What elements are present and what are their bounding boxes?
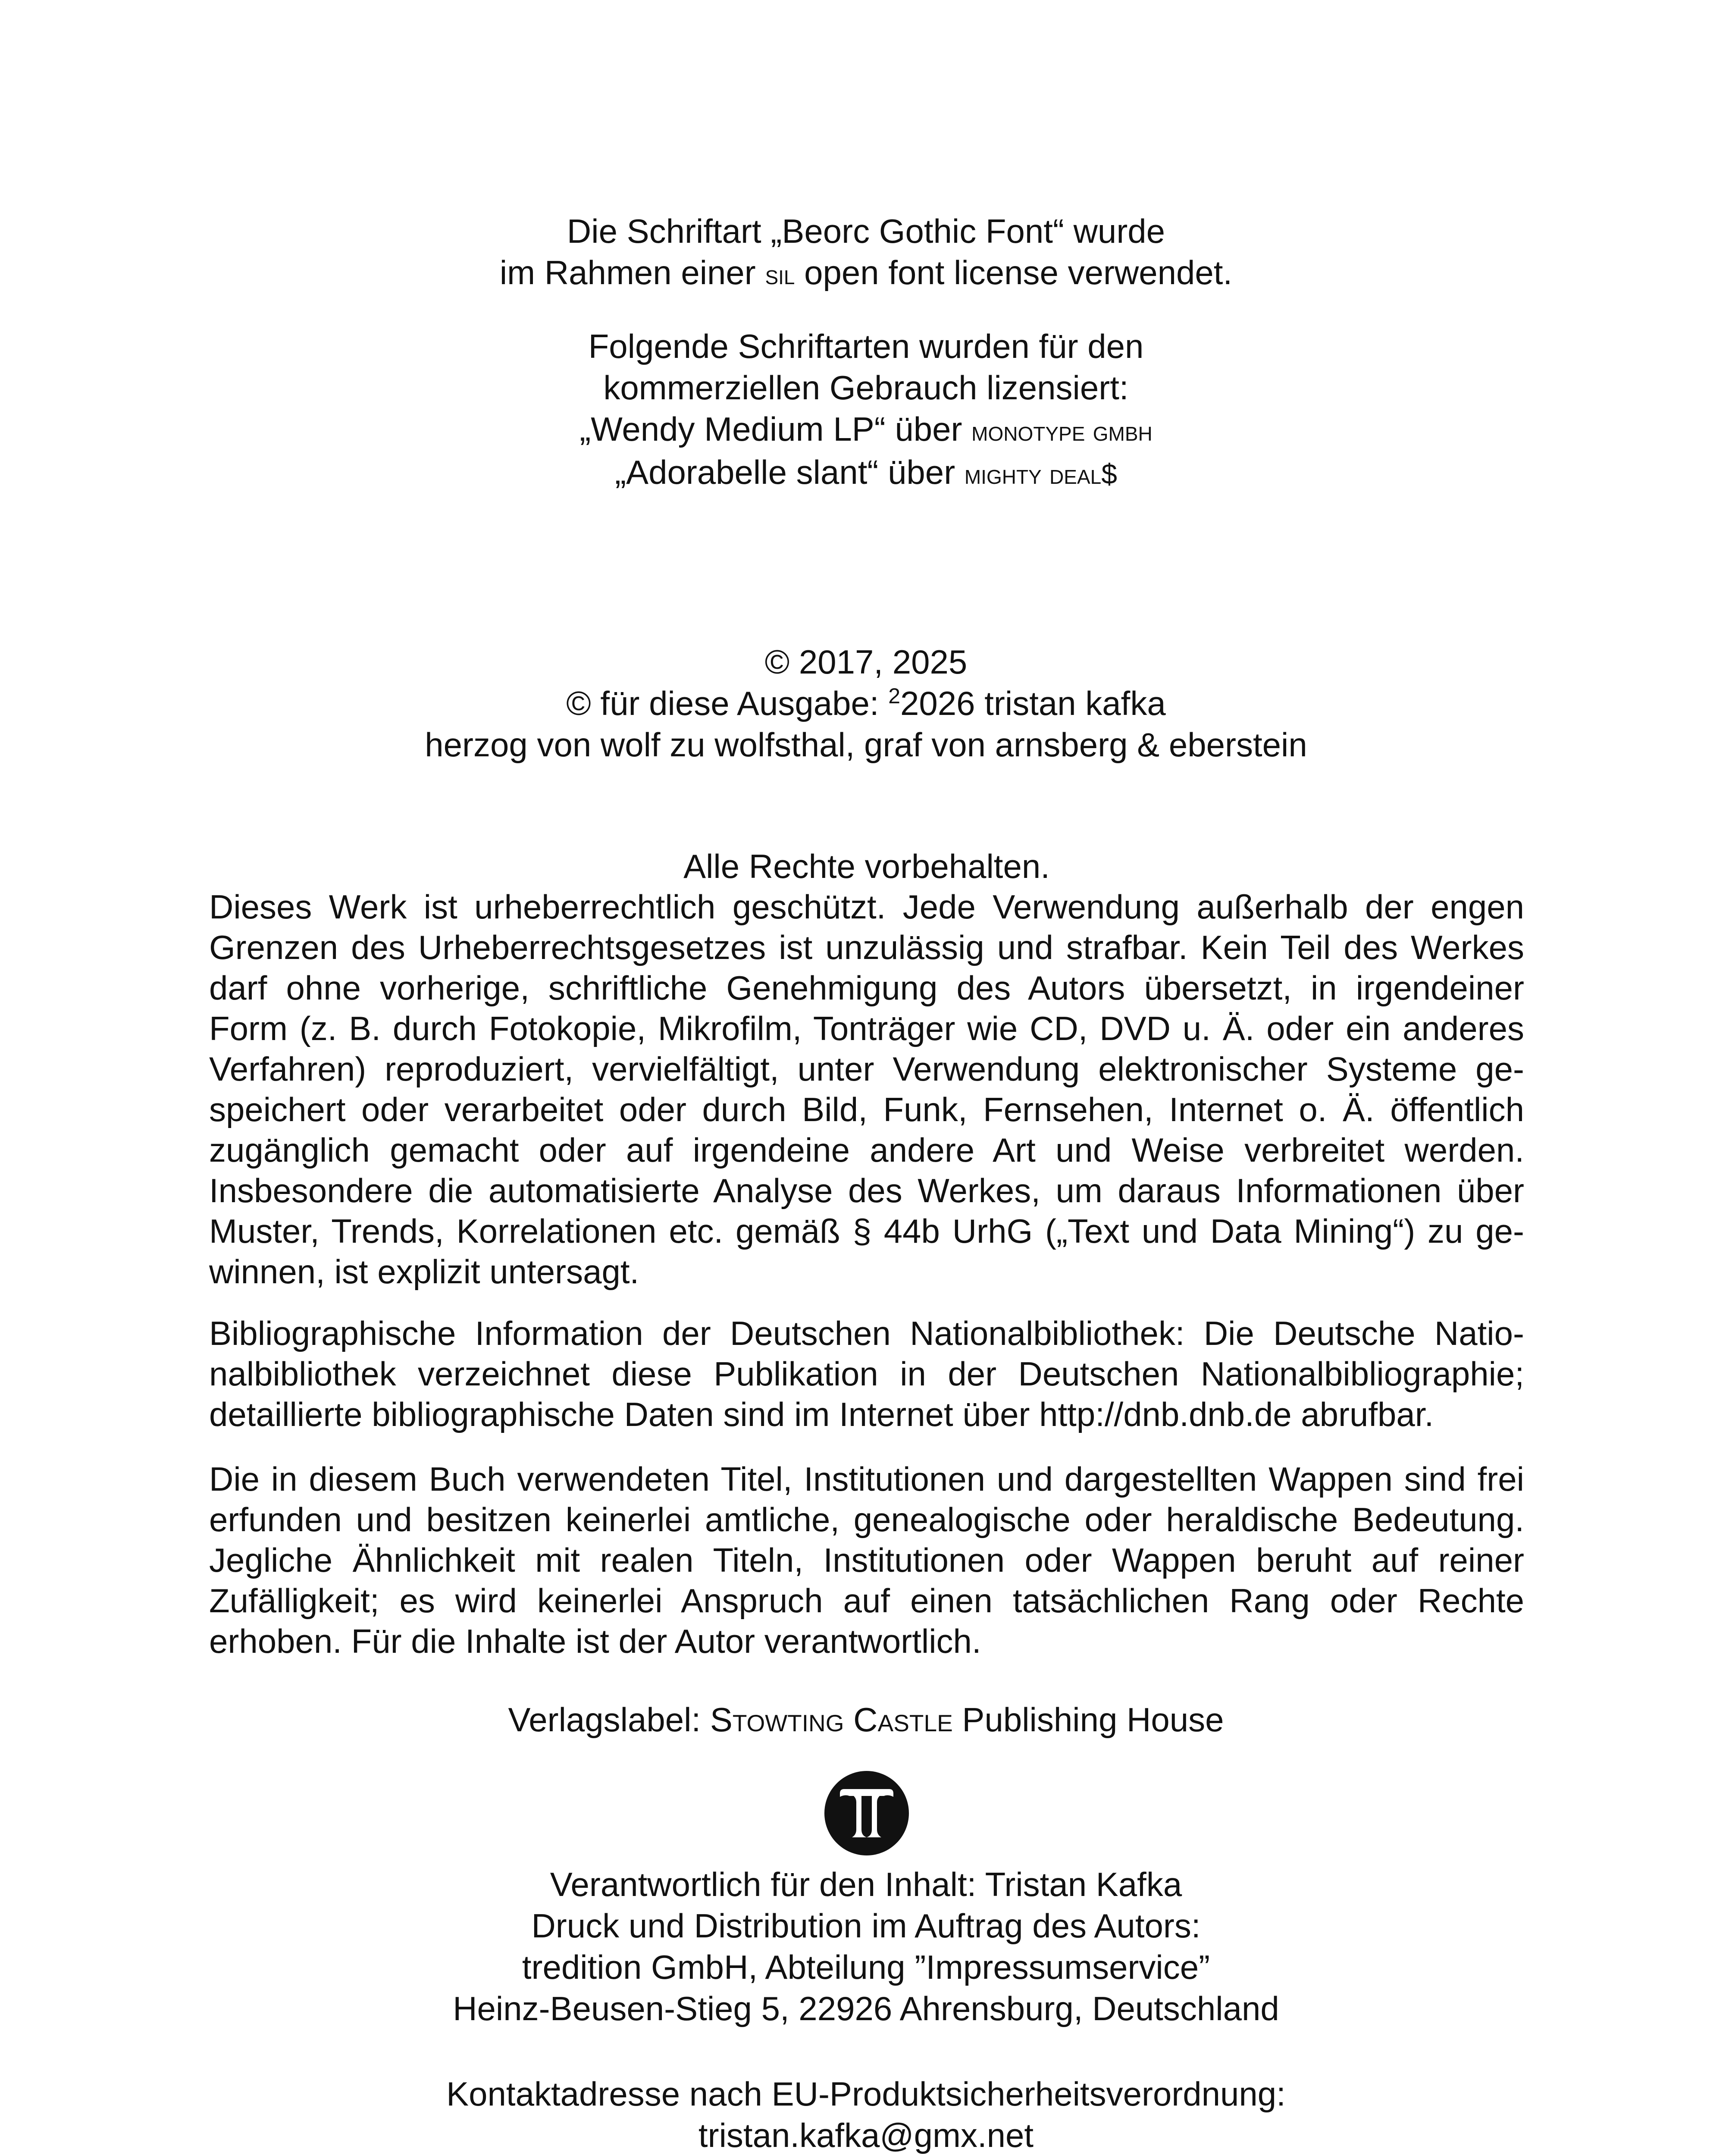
responsible-block xyxy=(0,1864,1732,2029)
monotype-label: monotype gmbh xyxy=(971,415,1153,447)
font-license-line-2 xyxy=(0,252,1732,295)
publisher-label-line xyxy=(0,1699,1732,1740)
contact-email: tristan.kafka@gmx.net xyxy=(698,2116,1034,2154)
biblio-paragraph: Bibliographische Information der Deutschen Nationalbibliothek: Die Deutsche Nationalbibliothek verzeichnet diese Publikation in der Deutschen Nationalbibliographie; detaillierte bibliographische Daten sind im Internet über http://dnb.dnb.de abrufbar. xyxy=(209,1314,1524,1433)
font-license-line-2-post: open font license verwendet. xyxy=(795,254,1233,291)
adorabelle-font-text: „Adorabelle slant“ über xyxy=(615,453,965,491)
edition-superscript: 2 xyxy=(888,684,901,708)
sil-label: sil xyxy=(765,258,795,290)
copyright-block xyxy=(0,641,1732,765)
licensed-fonts-line-2: kommerziellen Gebrauch lizensiert: xyxy=(603,369,1129,407)
stowting-castle-label: Stowting Castle xyxy=(710,1701,953,1739)
disclaimer-block xyxy=(209,1459,1524,1661)
wendy-font-text: „Wendy Medium LP“ über xyxy=(579,410,972,448)
licensed-fonts-line-3 xyxy=(0,408,1732,451)
mighty-deals-label: mighty deal$ xyxy=(964,458,1117,490)
licensed-fonts-line-4 xyxy=(0,451,1732,495)
copyright-line-1: © 2017, 2025 xyxy=(764,643,968,681)
rights-paragraph: Dieses Werk ist urheberrechtlich geschützt. Jede Verwendung außerhalb der engen Grenzen des Urheberrechtsgesetzes ist unzulässig und strafbar. Kein Teil des Werkes darf ohne vorherige, schriftliche Genehmigung des Autors übersetzt, in irgendeiner Form (z. B. durch Fotokopie, Mikrofilm, Tonträger wie CD, DVD u. Ä. oder ein anderes Verfahren) reproduziert, vervielfältigt, unter Verwendung elektronischer Systeme gespeichert oder verarbeitet oder durch Bild, Funk, Fernsehen, Internet o. Ä. öffentlich zugänglich gemacht oder auf irgendeine andere Art und Weise verbreitet werden. Insbesondere die automatisierte Analyse des Werkes, um daraus Informationen über Muster, Trends, Korrelationen etc. gemäß § 44b UrhG („Text und Data Mining“) zu gewinnen, ist explizit untersagt. xyxy=(209,888,1524,1291)
disclaimer-paragraph: Die in diesem Buch verwendeten Titel, Institutionen und dargestellten Wappen sind frei erfunden und besitzen keinerlei amtliche, genealogische oder heraldische Bedeutung. Jegliche Ähnlichkeit mit realen Titeln, Institutionen oder Wappen beruht auf reiner Zufälligkeit; es wird keinerlei Anspruch auf einen tatsächlichen Rang oder Rechte erhoben. Für die Inhalte ist der Autor verantwortlich. xyxy=(209,1460,1524,1660)
publisher-label-post: Publishing House xyxy=(952,1701,1224,1739)
copyright-line-2-pre: © für diese Ausgabe: xyxy=(566,684,889,722)
biblio-block xyxy=(209,1313,1524,1435)
contact-line-1: Kontaktadresse nach EU-Produktsicherheitsverordnung: xyxy=(446,2075,1286,2113)
publisher-logo-icon xyxy=(824,1770,910,1856)
rights-heading: Alle Rechte vorbehalten. xyxy=(683,847,1050,885)
font-license-line-1: Die Schriftart „Beorc Gothic Font“ wurde xyxy=(567,212,1165,250)
responsible-line-2: Druck und Distribution im Auftrag des Autors: xyxy=(531,1907,1201,1945)
responsible-line-4: Heinz-Beusen-Stieg 5, 22926 Ahrensburg, Deutschland xyxy=(453,1990,1279,2028)
licensed-fonts-block xyxy=(0,326,1732,495)
contact-block xyxy=(0,2073,1732,2156)
publisher-label xyxy=(0,1699,1732,1740)
font-license-block xyxy=(0,210,1732,295)
publisher-logo-svg xyxy=(824,1770,910,1856)
font-license-line-2-pre: im Rahmen einer xyxy=(499,254,765,291)
licensed-fonts-line-1: Folgende Schriftarten wurden für den xyxy=(588,327,1144,365)
copyright-line-2-post: 2026 tristan kafka xyxy=(900,684,1166,722)
copyright-line-3: herzog von wolf zu wolfsthal, graf von arnsberg & eberstein xyxy=(425,726,1307,764)
copyright-line-2 xyxy=(0,683,1732,724)
rights-block xyxy=(209,846,1524,1292)
publisher-label-pre: Verlagslabel: xyxy=(508,1701,710,1739)
responsible-line-3: tredition GmbH, Abteilung ”Impressumservice” xyxy=(522,1948,1210,1986)
responsible-line-1: Verantwortlich für den Inhalt: Tristan Kafka xyxy=(550,1865,1182,1903)
